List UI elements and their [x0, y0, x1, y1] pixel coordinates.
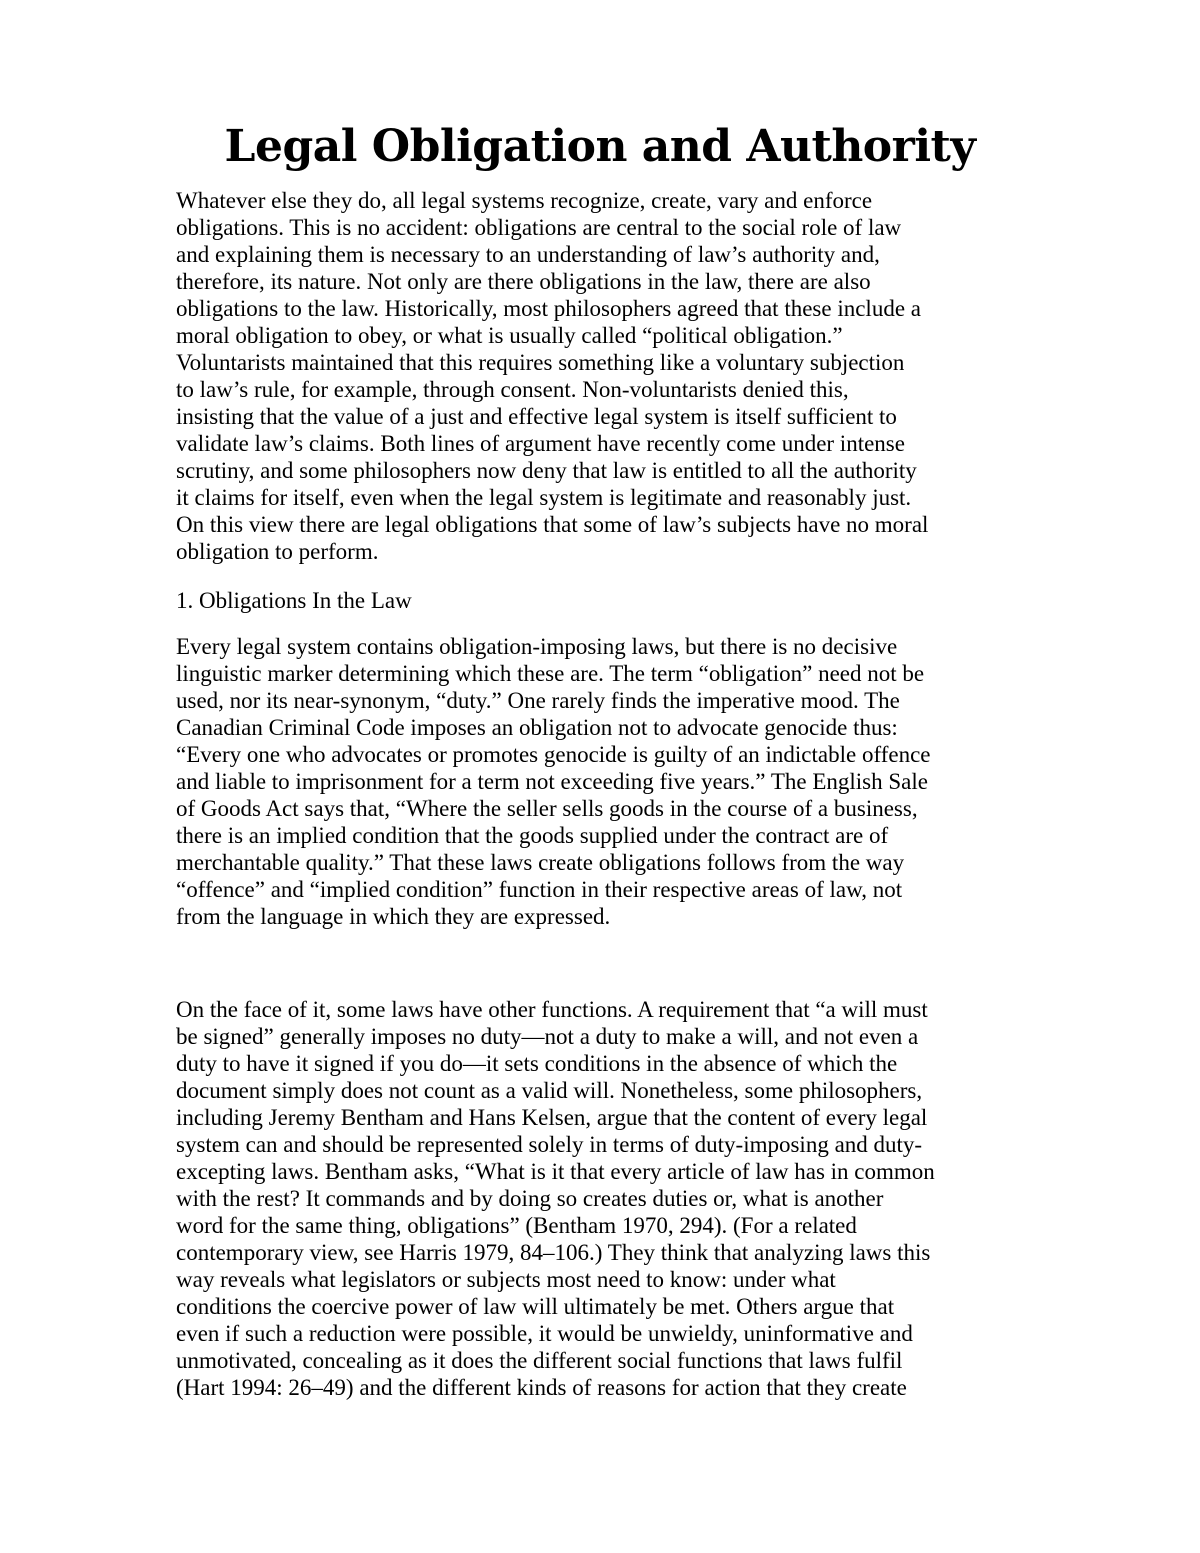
text-line: On the face of it, some laws have other functions. A requirement that “a will must [176, 997, 928, 1022]
text-line: validate law’s claims. Both lines of argument have recently come under intense [176, 431, 905, 456]
text-line: from the language in which they are expressed. [176, 904, 611, 929]
text-line: and liable to imprisonment for a term not exceeding five years.” The English Sale [176, 769, 928, 794]
paragraph-other-functions [176, 996, 935, 1401]
text-line: obligations to the law. Historically, most philosophers agreed that these include a [176, 296, 921, 321]
text-line: “Every one who advocates or promotes genocide is guilty of an indictable offence [176, 742, 931, 767]
text-line: On this view there are legal obligations that some of law’s subjects have no moral [176, 512, 929, 537]
text-line: merchantable quality.” That these laws create obligations follows from the way [176, 850, 905, 875]
text-line: duty to have it signed if you do—it sets conditions in the absence of which the [176, 1051, 898, 1076]
text-line: used, nor its near-synonym, “duty.” One rarely finds the imperative mood. The [176, 688, 900, 713]
text-line: even if such a reduction were possible, it would be unwieldy, uninformative and [176, 1321, 913, 1346]
document-title: Legal Obligation and Authority [224, 121, 976, 172]
text-line: Voluntarists maintained that this requires something like a voluntary subjection [176, 350, 905, 375]
text-line: way reveals what legislators or subjects most need to know: under what [176, 1267, 836, 1292]
paragraph-obligations-in-law [176, 633, 931, 930]
text-line: unmotivated, concealing as it does the different social functions that laws fulfil [176, 1348, 903, 1373]
text-line: and explaining them is necessary to an understanding of law’s authority and, [176, 242, 880, 267]
text-line: it claims for itself, even when the legal system is legitimate and reasonably just. [176, 485, 912, 510]
text-line: system can and should be represented solely in terms of duty-imposing and duty- [176, 1132, 923, 1157]
text-line: word for the same thing, obligations” (Bentham 1970, 294). (For a related [176, 1213, 857, 1238]
paragraph-intro [176, 187, 928, 565]
text-line: contemporary view, see Harris 1979, 84–106.) They think that analyzing laws this [176, 1240, 931, 1265]
text-line: to law’s rule, for example, through consent. Non-voluntarists denied this, [176, 377, 849, 402]
text-line: obligations. This is no accident: obligations are central to the social role of law [176, 215, 902, 240]
text-line: excepting laws. Bentham asks, “What is it that every article of law has in common [176, 1159, 935, 1184]
text-line: there is an implied condition that the goods supplied under the contract are of [176, 823, 889, 848]
text-line: scrutiny, and some philosophers now deny that law is entitled to all the authority [176, 458, 917, 483]
text-line: be signed” generally imposes no duty—not a duty to make a will, and not even a [176, 1024, 919, 1049]
text-line: conditions the coercive power of law will ultimately be met. Others argue that [176, 1294, 895, 1319]
text-line: insisting that the value of a just and effective legal system is itself sufficient to [176, 404, 897, 429]
text-line: obligation to perform. [176, 539, 379, 564]
text-line: therefore, its nature. Not only are there obligations in the law, there are also [176, 269, 871, 294]
text-line: of Goods Act says that, “Where the seller sells goods in the course of a business, [176, 796, 918, 821]
text-line: with the rest? It commands and by doing so creates duties or, what is another [176, 1186, 884, 1211]
section-heading [176, 587, 412, 614]
text-line: document simply does not count as a valid will. Nonetheless, some philosophers, [176, 1078, 923, 1103]
text-line: moral obligation to obey, or what is usually called “political obligation.” [176, 323, 843, 348]
section-heading-text: 1. Obligations In the Law [176, 588, 412, 613]
text-line: Canadian Criminal Code imposes an obligation not to advocate genocide thus: [176, 715, 898, 740]
text-line: Whatever else they do, all legal systems recognize, create, vary and enforce [176, 188, 873, 213]
text-line: linguistic marker determining which these are. The term “obligation” need not be [176, 661, 925, 686]
text-line: Every legal system contains obligation-imposing laws, but there is no decisive [176, 634, 898, 659]
text-line: including Jeremy Bentham and Hans Kelsen, argue that the content of every legal [176, 1105, 928, 1130]
text-line: (Hart 1994: 26–49) and the different kinds of reasons for action that they create [176, 1375, 907, 1400]
text-line: “offence” and “implied condition” function in their respective areas of law, not [176, 877, 903, 902]
